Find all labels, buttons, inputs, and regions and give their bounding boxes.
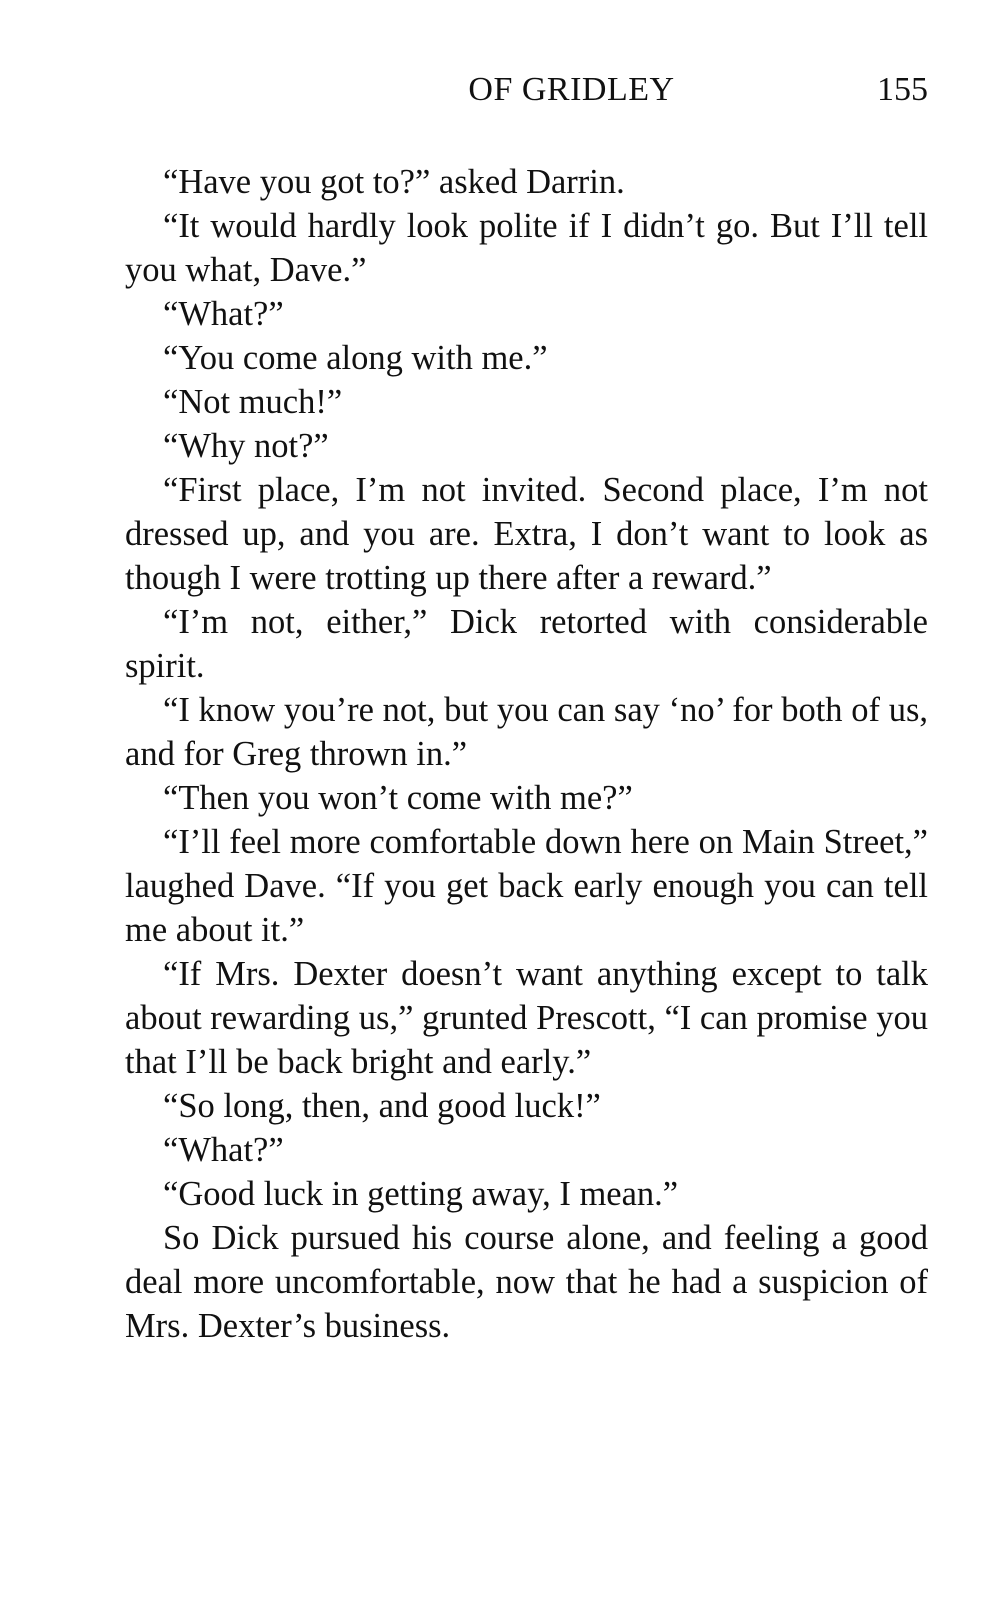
paragraph: “Good luck in getting away, I mean.” bbox=[163, 1175, 679, 1213]
paragraph: “You come along with me.” bbox=[163, 339, 548, 377]
paragraph: “I’m not, either,” Dick retorted with considerable spirit. bbox=[125, 603, 928, 685]
paragraph: “What?” bbox=[163, 295, 284, 333]
running-head bbox=[125, 68, 928, 112]
paragraph: “Not much!” bbox=[163, 383, 343, 421]
paragraph: “It would hardly look polite if I didn’t go. But I’ll tell you what, Dave.” bbox=[125, 207, 928, 289]
paragraph: “Then you won’t come with me?” bbox=[163, 779, 633, 817]
paragraph: “So long, then, and good luck!” bbox=[163, 1087, 601, 1125]
page-number: 155 bbox=[877, 71, 928, 108]
paragraph: “Have you got to?” asked Darrin. bbox=[163, 163, 625, 201]
paragraph: “If Mrs. Dexter doesn’t want anything except to talk about rewarding us,” grunted Prescott, “I can promise you that I’ll be back bright and early.” bbox=[125, 955, 928, 1081]
paragraph: “What?” bbox=[163, 1131, 284, 1169]
running-title: OF GRIDLEY bbox=[468, 71, 675, 108]
paragraph: “I’ll feel more comfortable down here on Main Street,” laughed Dave. “If you get back early enough you can tell me about it.” bbox=[125, 823, 928, 949]
paragraph: “Why not?” bbox=[163, 427, 329, 465]
body-text bbox=[125, 160, 928, 1348]
paragraph: So Dick pursued his course alone, and feeling a good deal more uncomfortable, now that he had a suspicion of Mrs. Dexter’s business. bbox=[125, 1219, 928, 1345]
paragraph: “First place, I’m not invited. Second place, I’m not dressed up, and you are. Extra, I don’t want to look as though I were trotting up there after a reward.” bbox=[125, 471, 928, 597]
paragraph: “I know you’re not, but you can say ‘no’ for both of us, and for Greg thrown in.” bbox=[125, 691, 928, 773]
